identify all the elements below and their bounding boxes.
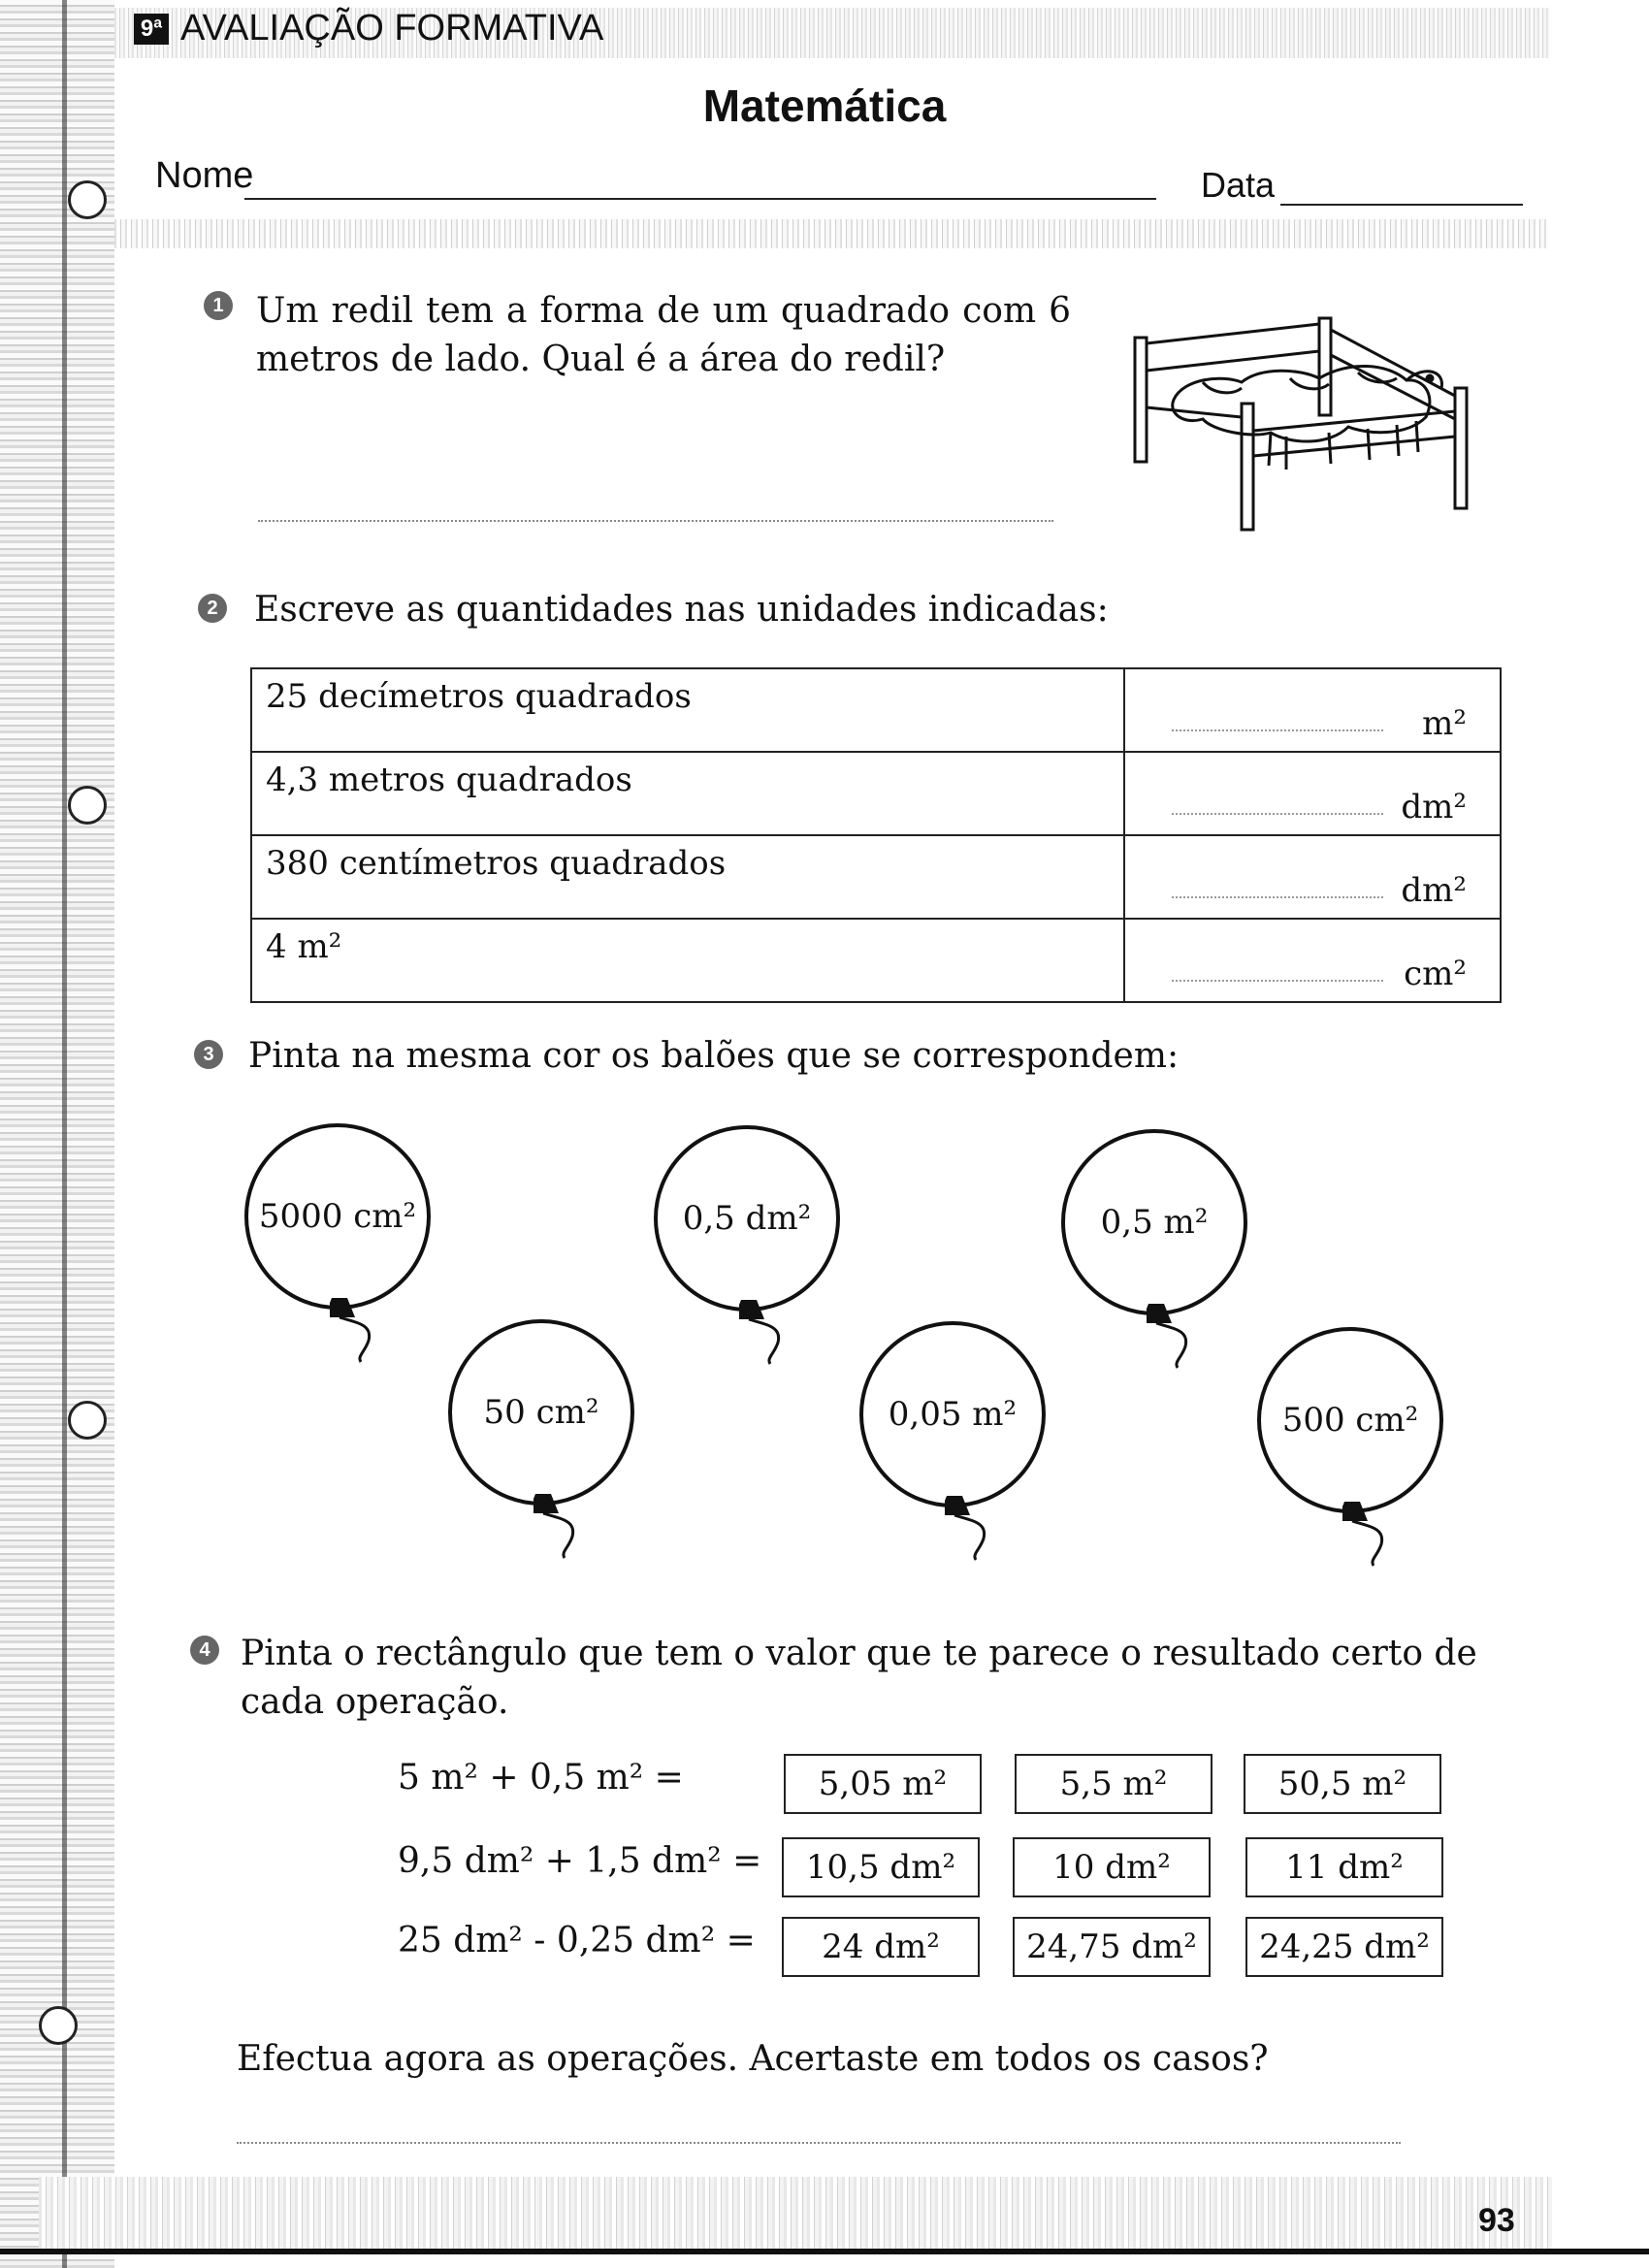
balloon[interactable] xyxy=(448,1319,634,1506)
balloon[interactable] xyxy=(244,1123,431,1310)
option-box[interactable]: 11 dm² xyxy=(1245,1837,1443,1897)
balloon-knot-icon xyxy=(1342,1500,1410,1568)
unit-label: dm² xyxy=(1401,788,1467,826)
unit-label: cm² xyxy=(1404,955,1467,993)
answer-line[interactable] xyxy=(258,520,1053,522)
balloon-label: 5000 cm² xyxy=(244,1123,431,1310)
option-box[interactable]: 10 dm² xyxy=(1013,1837,1211,1897)
units-table xyxy=(250,667,1502,1003)
question-number: 1 xyxy=(204,291,233,320)
name-label: Nome xyxy=(155,155,254,196)
balloon-label: 0,05 m² xyxy=(859,1321,1046,1507)
question-number: 3 xyxy=(194,1040,223,1069)
balloon[interactable] xyxy=(859,1321,1046,1507)
grade-badge: 9ª xyxy=(134,14,169,45)
balloon-knot-icon xyxy=(534,1492,601,1560)
option-box[interactable]: 5,5 m² xyxy=(1015,1754,1212,1814)
header-title: AVALIAÇÃO FORMATIVA xyxy=(180,8,604,49)
name-field[interactable] xyxy=(244,198,1156,200)
operation-expression: 25 dm² - 0,25 dm² = xyxy=(398,1921,756,1960)
balloon[interactable] xyxy=(1061,1129,1247,1315)
unit-label: dm² xyxy=(1401,871,1467,910)
answer-cell[interactable] xyxy=(1124,919,1501,1002)
balloon-knot-icon xyxy=(1147,1302,1214,1370)
separator-band xyxy=(114,219,1550,248)
balloon-label: 0,5 m² xyxy=(1061,1129,1247,1315)
balloon-knot-icon xyxy=(330,1296,398,1364)
option-box[interactable]: 10,5 dm² xyxy=(782,1837,980,1897)
answer-line[interactable] xyxy=(237,2142,1401,2144)
balloon-label: 0,5 dm² xyxy=(654,1125,840,1312)
quantity-cell: 4 m² xyxy=(251,919,1124,1002)
binder-hole xyxy=(39,2006,78,2045)
date-label: Data xyxy=(1201,165,1276,205)
option-box[interactable]: 5,05 m² xyxy=(784,1754,982,1814)
answer-cell[interactable] xyxy=(1124,835,1501,919)
question-4-text: Pinta o rectângulo que tem o valor que te parece o resultado certo de cada operação. xyxy=(241,1634,1477,1722)
balloon-knot-icon xyxy=(945,1494,1013,1562)
binder-hole xyxy=(68,786,107,825)
balloon-knot-icon xyxy=(739,1298,807,1366)
page-number: 93 xyxy=(1478,2202,1515,2239)
balloon-label: 500 cm² xyxy=(1257,1327,1443,1513)
question-3-text: Pinta na mesma cor os balões que se correspondem: xyxy=(248,1036,1180,1076)
quantity-cell: 25 decímetros quadrados xyxy=(251,668,1124,752)
answer-cell[interactable] xyxy=(1124,752,1501,835)
operation-expression: 9,5 dm² + 1,5 dm² = xyxy=(398,1841,762,1881)
footer-band xyxy=(39,2177,1552,2251)
unit-label: m² xyxy=(1422,704,1467,743)
option-box[interactable]: 24,25 dm² xyxy=(1245,1917,1443,1977)
quantity-cell: 380 centímetros quadrados xyxy=(251,835,1124,919)
balloon[interactable] xyxy=(1257,1327,1443,1513)
quantity-cell: 4,3 metros quadrados xyxy=(251,752,1124,835)
page-title: Matemática xyxy=(702,81,947,131)
operation-expression: 5 m² + 0,5 m² = xyxy=(398,1758,684,1798)
question-number: 4 xyxy=(190,1636,219,1665)
binder-hole xyxy=(68,1401,107,1440)
closing-question: Efectua agora as operações. Acertaste em todos os casos? xyxy=(237,2039,1269,2079)
binding-line xyxy=(62,0,67,2268)
option-box[interactable]: 24,75 dm² xyxy=(1013,1917,1211,1977)
table-row xyxy=(251,668,1501,752)
balloon-label: 50 cm² xyxy=(448,1319,634,1506)
question-1-text: Um redil tem a forma de um quadrado com 6 metros de lado. Qual é a área do redil? xyxy=(256,291,1071,379)
date-field[interactable] xyxy=(1280,204,1523,206)
binder-hole xyxy=(68,180,107,219)
table-row xyxy=(251,919,1501,1002)
question-number: 2 xyxy=(198,594,227,623)
option-box[interactable]: 24 dm² xyxy=(782,1917,980,1977)
answer-cell[interactable] xyxy=(1124,668,1501,752)
table-row xyxy=(251,835,1501,919)
balloon[interactable] xyxy=(654,1125,840,1312)
option-box[interactable]: 50,5 m² xyxy=(1244,1754,1441,1814)
question-2-text: Escreve as quantidades nas unidades indicadas: xyxy=(254,590,1109,630)
table-row xyxy=(251,752,1501,835)
binding-strip xyxy=(0,0,114,2268)
page-bottom-edge xyxy=(0,2249,1649,2254)
sheep-pen-illustration xyxy=(1116,310,1484,534)
